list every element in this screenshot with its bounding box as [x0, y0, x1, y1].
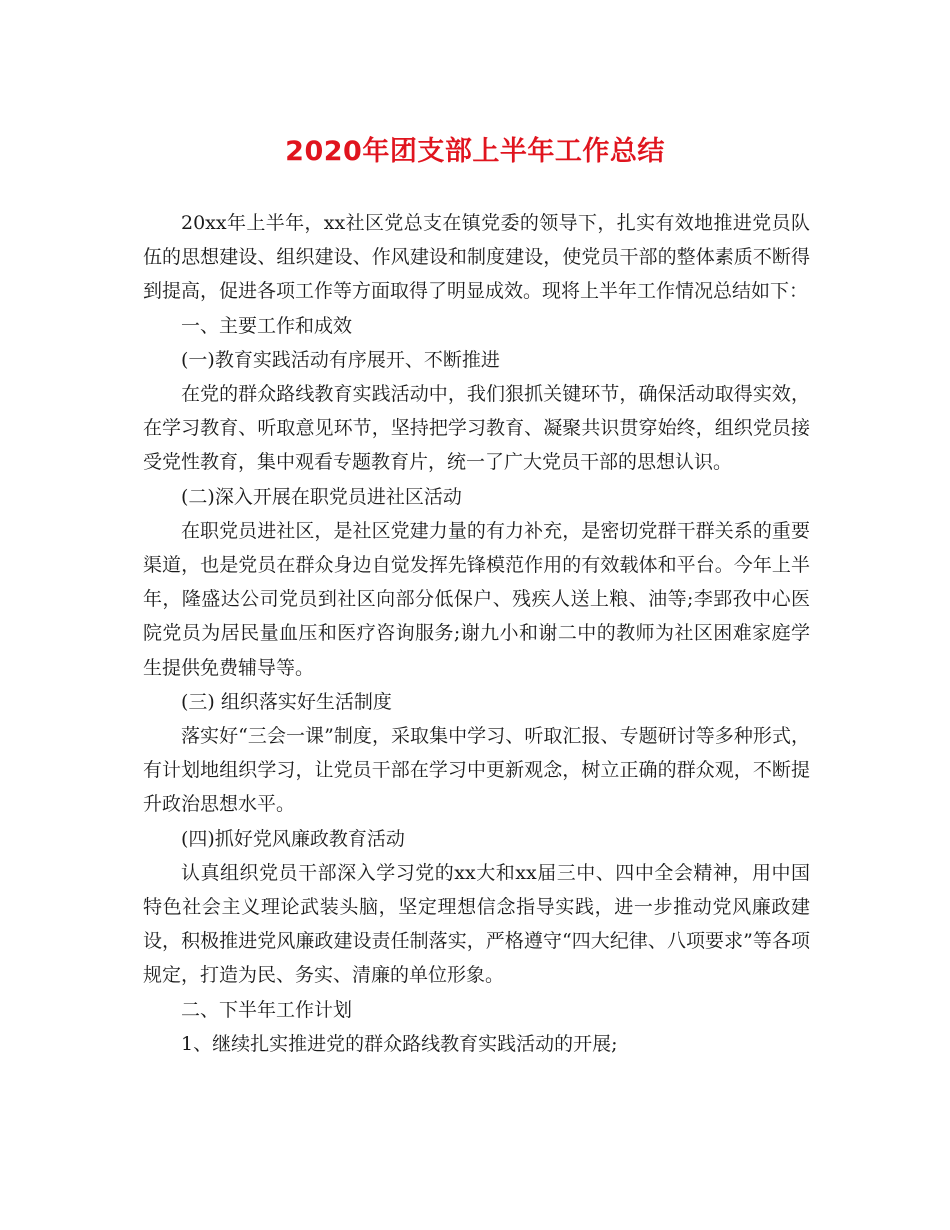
body-paragraph-2: 在职党员进社区，是社区党建力量的有力补充，是密切党群干群关系的重要渠道，也是党员在群众身边自觉发挥先锋模范作用的有效载体和平台。今年上半年，隆盛达公司党员到社区向部分低保户、残疾人送上粮、油等;李郢孜中心医院党员为居民量血压和医疗咨询服务;谢九小和谢二中的教师为社区困难家庭学生提供免费辅导等。: [143, 519, 810, 679]
body-paragraph-1: 在党的群众路线教育实践活动中，我们狠抓关键环节，确保活动取得实效，在学习教育、听取意见环节，坚持把学习教育、凝聚共识贯穿始终，组织党员接受党性教育，集中观看专题教育片，统一了广大党员干部的思想认识。: [143, 383, 810, 474]
subsection-heading-3: (三) 组织落实好生活制度: [181, 690, 392, 713]
document-body: [143, 206, 810, 1061]
subsection-heading-1: (一)教育实践活动有序展开、不断推进: [181, 348, 500, 371]
section-heading-plan: 二、下半年工作计划: [181, 998, 353, 1021]
body-paragraph-3: 落实好“三会一课”制度，采取集中学习、听取汇报、专题研讨等多种形式，有计划地组织学习，让党员干部在学习中更新观念，树立正确的群众观，不断提升政治思想水平。: [143, 725, 810, 816]
intro-paragraph: 20xx年上半年，xx社区党总支在镇党委的领导下，扎实有效地推进党员队伍的思想建设、组织建设、作风建设和制度建设，使党员干部的整体素质不断得到提高，促进各项工作等方面取得了明显成效。现将上半年工作情况总结如下：: [143, 212, 810, 303]
body-paragraph-4: 认真组织党员干部深入学习党的xx大和xx届三中、四中全会精神，用中国特色社会主义理论武装头脑，坚定理想信念指导实践，进一步推动党风廉政建设，积极推进党风廉政建设责任制落实，严格遵守“四大纪律、八项要求”等各项规定，打造为民、务实、清廉的单位形象。: [143, 861, 810, 987]
subsection-heading-4: (四)抓好党风廉政教育活动: [181, 827, 405, 850]
subsection-heading-2: (二)深入开展在职党员进社区活动: [181, 485, 462, 508]
section-heading-main-work: 一、主要工作和成效: [181, 314, 353, 337]
document-title: 2020年团支部上半年工作总结: [285, 136, 665, 167]
plan-item-1: 1、继续扎实推进党的群众路线教育实践活动的开展;: [181, 1032, 618, 1055]
